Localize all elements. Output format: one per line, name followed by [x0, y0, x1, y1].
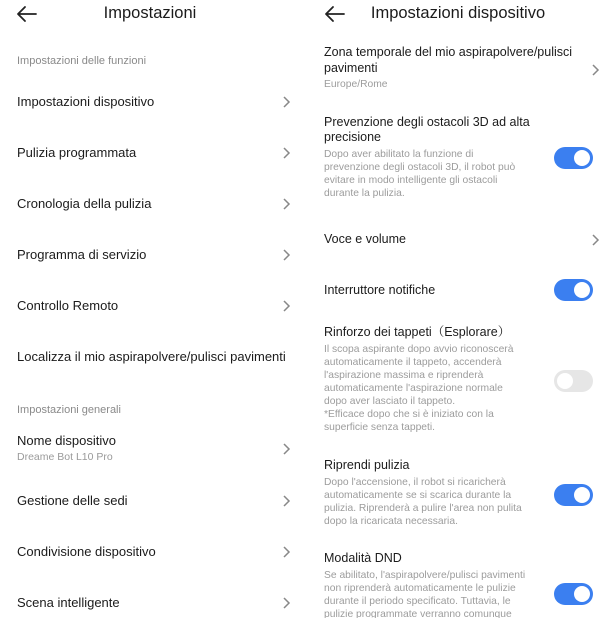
device-name-value: Dreame Bot L10 Pro: [17, 451, 113, 463]
setting-dnd-mode: [306, 551, 610, 618]
toggle-knob: [574, 586, 590, 602]
resume-desc-line: automaticamente se si scarica durante la: [324, 490, 512, 501]
setting-notifications: [306, 278, 610, 304]
carpet-desc-line: dopo aver lasciato il tappeto.: [324, 396, 456, 407]
voice-label: Voce e volume: [324, 232, 406, 246]
chevron-right-icon: [590, 63, 600, 77]
menu-item-cleaning-history[interactable]: [0, 190, 300, 218]
resume-desc-line: pulizia. Riprenderà a pulire l'area non pulita: [324, 503, 522, 514]
setting-voice-volume[interactable]: [306, 228, 610, 252]
dnd-desc-line: Se abilitato, l'aspirapolvere/pulisci pavimenti: [324, 570, 526, 581]
dnd-desc-line: durante il periodo specificato. Tuttavia, le: [324, 596, 511, 607]
toggle-knob: [557, 373, 573, 389]
chevron-right-icon: [281, 146, 291, 160]
device-settings-panel: [306, 0, 610, 618]
menu-item-label: Pulizia programmata: [17, 145, 137, 160]
menu-item-location-management[interactable]: [0, 487, 300, 515]
resume-desc-line: dopo la ricaricata necessaria.: [324, 516, 458, 527]
menu-item-device-name[interactable]: [0, 430, 300, 466]
menu-item-label: Scena intelligente: [17, 595, 120, 610]
setting-carpet-boost: [306, 325, 610, 437]
menu-item-remote-control[interactable]: [0, 292, 300, 320]
carpet-label: Rinforzo dei tappeti（Esplorare）: [324, 325, 511, 339]
menu-item-smart-scene[interactable]: [0, 589, 300, 617]
menu-item-label: Nome dispositivo: [17, 433, 116, 448]
obstacle-desc-line: evitare in modo intelligente gli ostacoli: [324, 175, 498, 186]
menu-item-label: Condivisione dispositivo: [17, 544, 156, 559]
dnd-desc-line: pulizie programmate verranno comunque: [324, 609, 512, 618]
timezone-label-line1: Zona temporale del mio aspirapolvere/pulisci: [324, 45, 573, 59]
obstacle-avoidance-toggle[interactable]: [554, 147, 593, 169]
chevron-right-icon: [281, 494, 291, 508]
top-bar: [0, 0, 300, 30]
carpet-desc-line: l'aspirazione massima e riprenderà: [324, 370, 484, 381]
setting-timezone[interactable]: [306, 44, 610, 94]
chevron-right-icon: [281, 299, 291, 313]
top-bar: [306, 0, 610, 30]
toggle-knob: [574, 487, 590, 503]
setting-resume-cleaning: [306, 458, 610, 530]
chevron-right-icon: [281, 248, 291, 262]
menu-item-label: Cronologia della pulizia: [17, 196, 152, 211]
menu-item-scheduled-cleaning[interactable]: [0, 139, 300, 167]
section-header-general: Impostazioni generali: [17, 404, 121, 416]
carpet-boost-toggle[interactable]: [554, 370, 593, 392]
menu-item-label: Controllo Remoto: [17, 298, 119, 313]
obstacle-desc-line: prevenzione degli ostacoli 3D, il robot può: [324, 162, 516, 173]
resume-desc-line: Dopo l'accensione, il robot si ricaricherà: [324, 477, 506, 488]
page-title: Impostazioni dispositivo: [370, 4, 546, 22]
obstacle-desc-line: durante la pulizia.: [324, 188, 405, 199]
chevron-right-icon: [281, 596, 291, 610]
resume-cleaning-toggle[interactable]: [554, 484, 593, 506]
chevron-right-icon: [281, 197, 291, 211]
chevron-right-icon: [590, 233, 600, 247]
toggle-knob: [574, 282, 590, 298]
timezone-value: Europe/Rome: [324, 79, 388, 90]
section-header-functions: Impostazioni delle funzioni: [17, 55, 147, 67]
page-title: Impostazioni: [103, 4, 197, 22]
menu-item-device-settings[interactable]: [0, 88, 300, 116]
timezone-label-line2: pavimenti: [324, 61, 378, 75]
menu-item-label: Localizza il mio aspirapolvere/pulisci pavimenti: [17, 349, 286, 364]
carpet-desc-line: automaticamente il tappeto, accenderà: [324, 357, 502, 368]
carpet-desc-line: automaticamente l'aspirazione normale: [324, 383, 503, 394]
chevron-right-icon: [281, 545, 291, 559]
obstacle-label-line2: precisione: [324, 130, 381, 144]
carpet-desc-line: *Efficace dopo che si è iniziato con la: [324, 409, 494, 420]
notifications-toggle[interactable]: [554, 279, 593, 301]
menu-item-label: Programma di servizio: [17, 247, 147, 262]
chevron-right-icon: [281, 95, 291, 109]
menu-item-device-sharing[interactable]: [0, 538, 300, 566]
chevron-right-icon: [281, 442, 291, 456]
menu-item-service-program[interactable]: [0, 241, 300, 269]
notifications-label: Interruttore notifiche: [324, 283, 436, 297]
menu-item-locate-robot[interactable]: [0, 343, 300, 371]
dnd-desc-line: non riprenderà automaticamente le pulizie: [324, 583, 516, 594]
dnd-toggle[interactable]: [554, 583, 593, 605]
carpet-desc-line: Il scopa aspirante dopo avvio riconoscerà: [324, 344, 514, 355]
carpet-desc-line: superficie senza tappeti.: [324, 422, 436, 433]
obstacle-label-line1: Prevenzione degli ostacoli 3D ad alta: [324, 115, 530, 129]
menu-item-label: Gestione delle sedi: [17, 493, 128, 508]
menu-item-label: Impostazioni dispositivo: [17, 94, 155, 109]
obstacle-desc-line: Dopo aver abilitato la funzione di: [324, 149, 474, 160]
setting-obstacle-avoidance: [306, 115, 610, 205]
dnd-label: Modalità DND: [324, 551, 402, 565]
settings-panel: [0, 0, 300, 618]
toggle-knob: [574, 150, 590, 166]
resume-label: Riprendi pulizia: [324, 458, 410, 472]
